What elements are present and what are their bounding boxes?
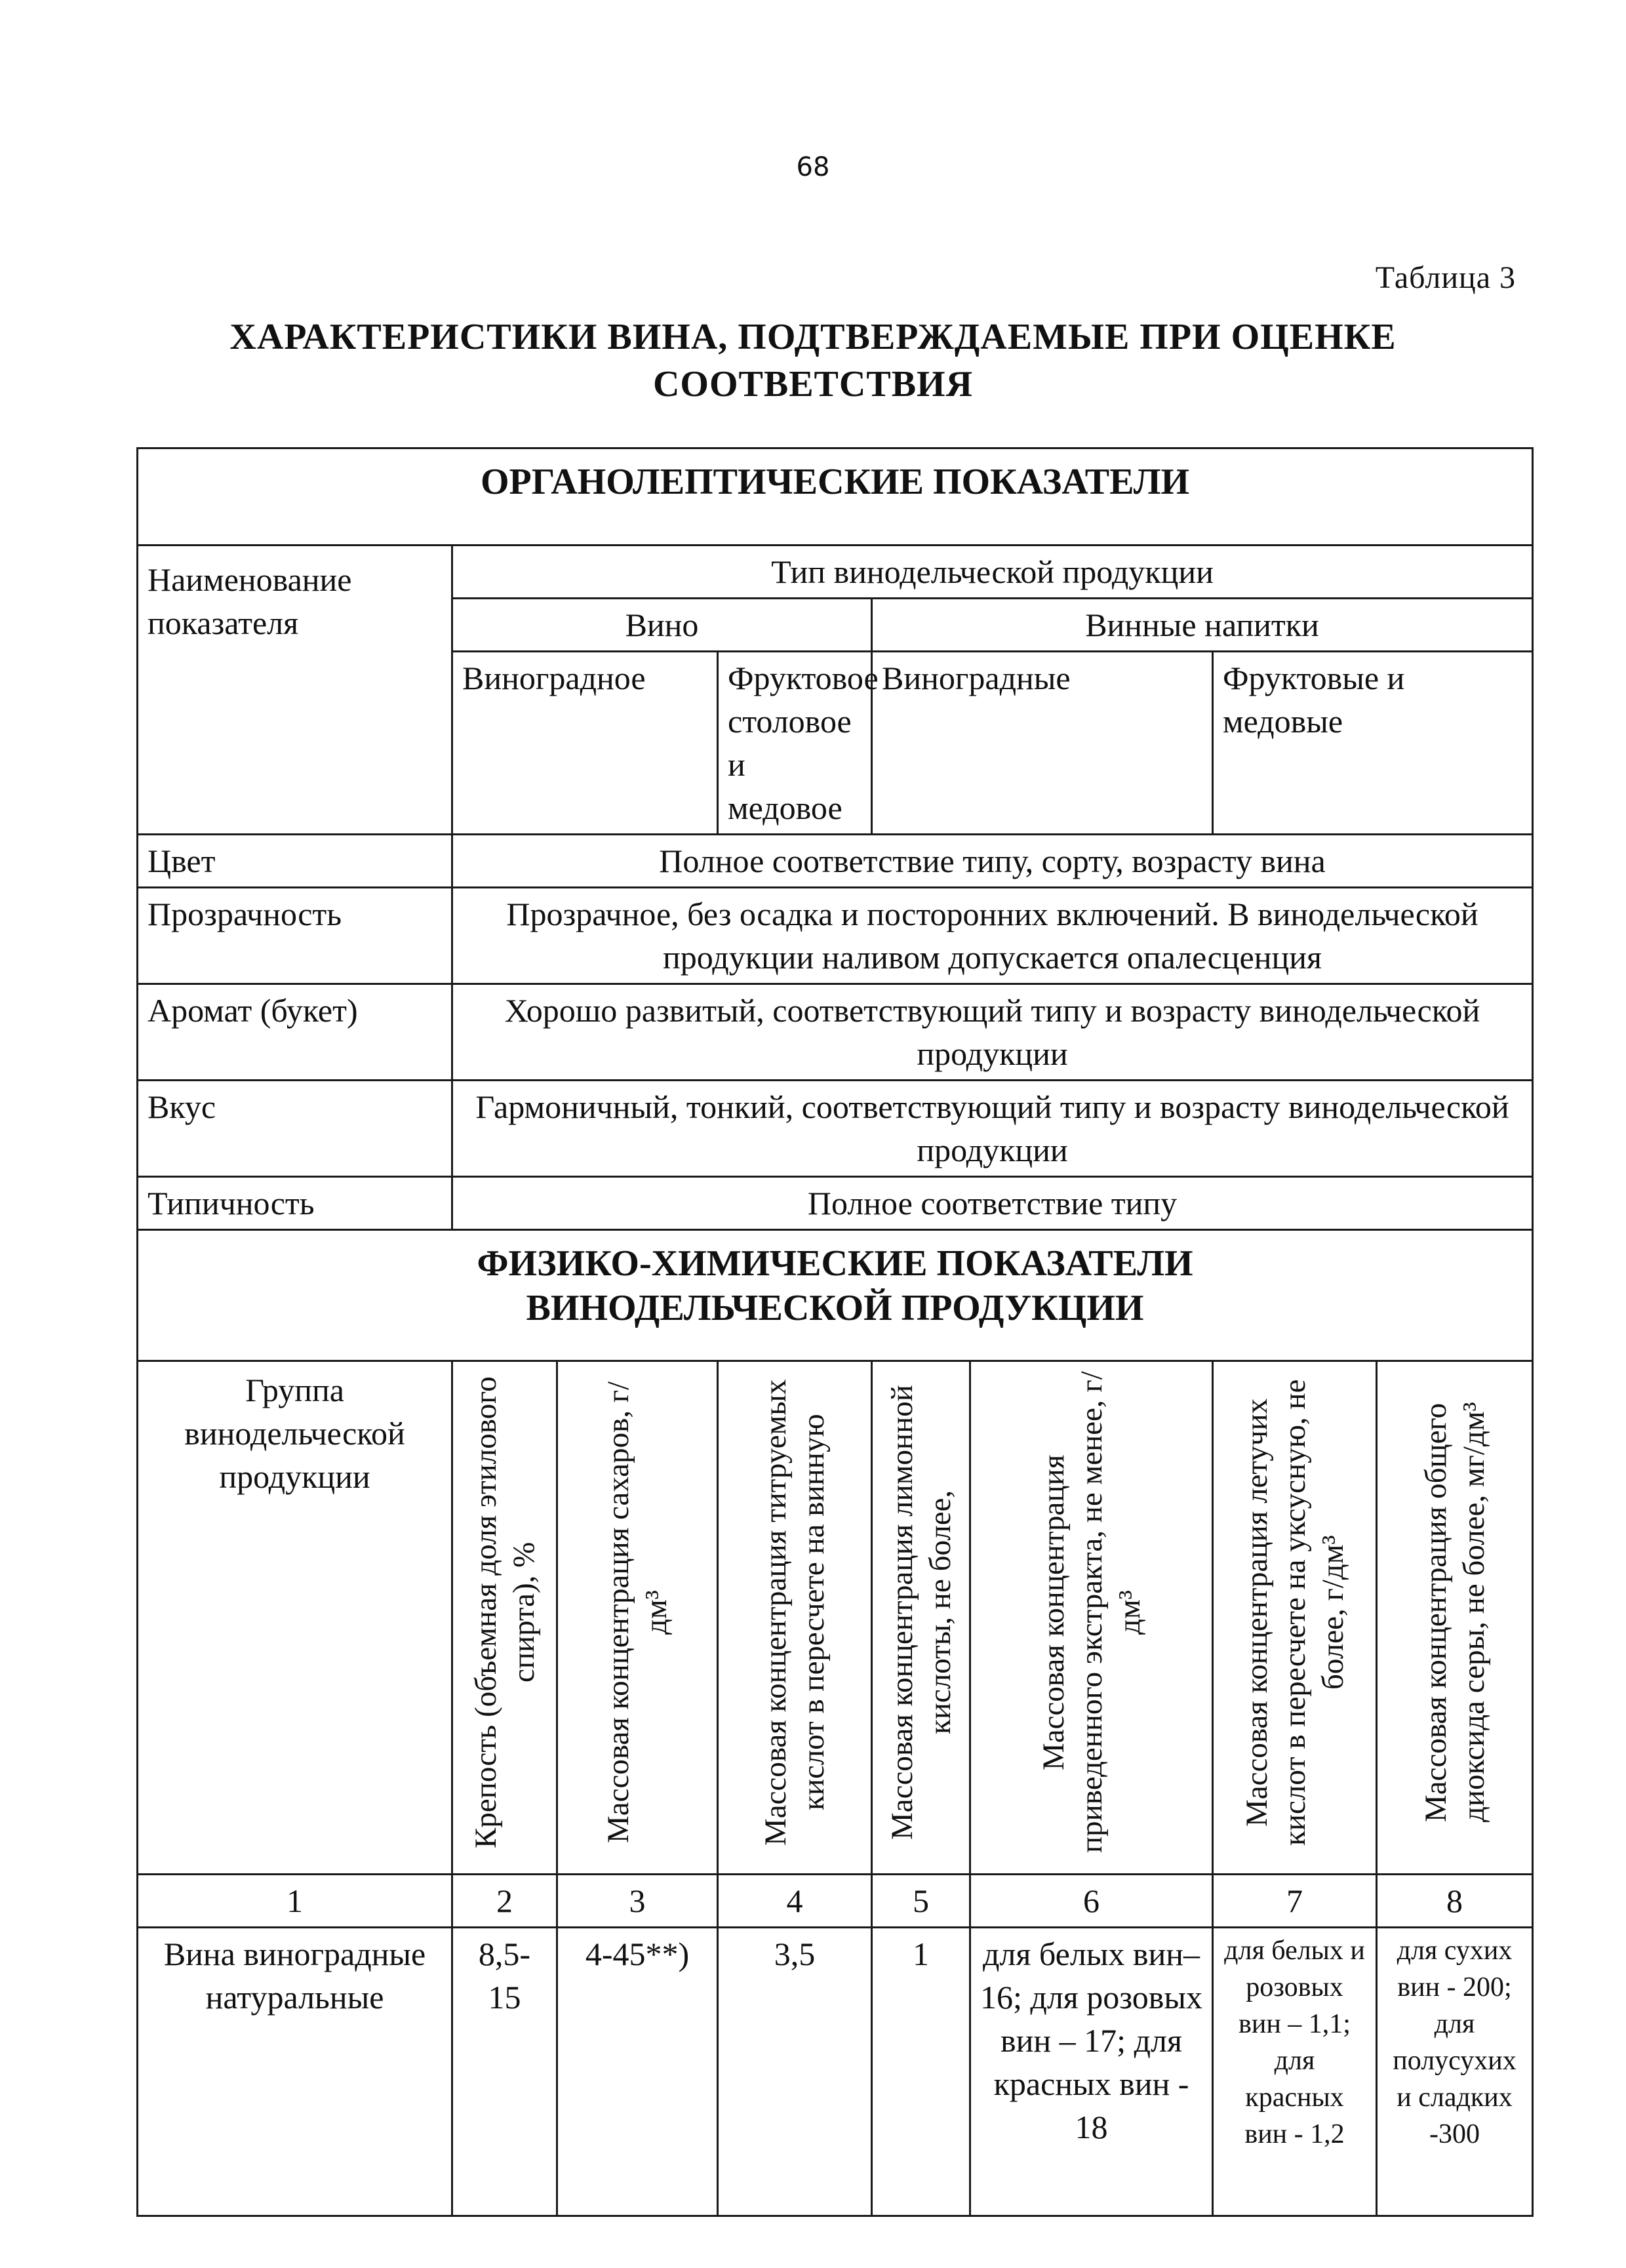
physchem-column-header-row [138, 1361, 1533, 1875]
column-number: 2 [452, 1875, 557, 1928]
organoleptic-header-row [138, 448, 1533, 546]
indicator-value: Прозрачное, без осадка и посторонних включений. В винодельческой продукции наливом допускается опалесценция [452, 888, 1533, 984]
type-header-row [138, 546, 1533, 599]
column-number: 7 [1213, 1875, 1377, 1928]
extract-header-cell [970, 1361, 1213, 1875]
strength-value: 8,5-15 [452, 1928, 557, 2216]
organoleptic-header: ОРГАНОЛЕПТИЧЕСКИЕ ПОКАЗАТЕЛИ [138, 448, 1533, 546]
physchem-header: ФИЗИКО-ХИМИЧЕСКИЕ ПОКАЗАТЕЛИ ВИНОДЕЛЬЧЕСКОЙ ПРОДУКЦИИ [138, 1230, 1533, 1361]
volatile-acids-value: для белых и розовых вин – 1,1; для красных вин - 1,2 [1213, 1928, 1377, 2216]
extract-value: для белых вин– 16; для розовых вин – 17; для красных вин - 18 [970, 1928, 1213, 2216]
indicator-name: Типичность [138, 1177, 452, 1230]
organoleptic-row [138, 835, 1533, 888]
sugar-header-cell [557, 1361, 718, 1875]
indicator-value: Полное соответствие типу [452, 1177, 1533, 1230]
page-number: 68 [796, 152, 830, 182]
fruit-drinks-header: Фруктовые и медовые [1213, 652, 1533, 835]
column-number-row [138, 1875, 1533, 1928]
strength-header-cell [452, 1361, 557, 1875]
organoleptic-row [138, 888, 1533, 984]
product-type-header: Тип винодельческой продукции [452, 546, 1533, 599]
sulfur-dioxide-header: Массовая концентрация общего диоксида серы, не более, мг/дм³ [1418, 1402, 1491, 1823]
indicator-name: Аромат (букет) [138, 984, 452, 1081]
column-number: 1 [138, 1875, 452, 1928]
physchem-header-row [138, 1230, 1533, 1361]
titratable-acids-value: 3,5 [718, 1928, 872, 2216]
wine-header: Вино [452, 599, 872, 652]
organoleptic-row [138, 1081, 1533, 1177]
title-line-1: ХАРАКТЕРИСТИКИ ВИНА, ПОДТВЕРЖДАЕМЫЕ ПРИ ОЦЕНКЕ [229, 317, 1397, 357]
indicator-name: Цвет [138, 835, 452, 888]
volatile-acids-header: Массовая концентрация летучих кислот в пересчете на уксусную, не более, г/дм³ [1239, 1379, 1350, 1846]
sugar-header: Массовая концентрация сахаров, г/дм³ [601, 1381, 673, 1844]
volatile-acids-header-cell [1213, 1361, 1377, 1875]
product-group-header: Группа винодельческой продукции [138, 1361, 452, 1875]
column-number: 6 [970, 1875, 1213, 1928]
product-group: Вина виноградные натуральные [138, 1928, 452, 2216]
citric-acid-header: Массовая концентрация лимонной кислоты, не более, [884, 1385, 957, 1840]
column-number: 8 [1377, 1875, 1533, 1928]
organoleptic-row [138, 984, 1533, 1081]
grape-wine-header: Виноградное [452, 652, 718, 835]
sulfur-dioxide-header-cell [1377, 1361, 1533, 1875]
indicator-value: Полное соответствие типу, сорту, возрасту вина [452, 835, 1533, 888]
indicator-name-header: Наименование показателя [138, 546, 452, 835]
citric-acid-header-cell [872, 1361, 970, 1875]
strength-header: Крепость (объемная доля этилового спирта), % [468, 1376, 541, 1848]
table-reference: Таблица 3 [1375, 260, 1516, 295]
sulfur-dioxide-value: для сухих вин - 200; для полусухих и сладких -300 [1377, 1928, 1533, 2216]
grape-drinks-header: Виноградные [872, 652, 1213, 835]
extract-header: Массовая концентрация приведенного экстракта, не менее, г/дм³ [1036, 1371, 1147, 1854]
column-number: 4 [718, 1875, 872, 1928]
wine-characteristics-table [136, 447, 1534, 2217]
indicator-value: Гармоничный, тонкий, соответствующий типу и возрасту винодельческой продукции [452, 1081, 1533, 1177]
titratable-acids-header-cell [718, 1361, 872, 1875]
title-line-2: СООТВЕТСТВИЯ [652, 364, 974, 405]
organoleptic-row [138, 1177, 1533, 1230]
indicator-value: Хорошо развитый, соответствующий типу и возрасту винодельческой продукции [452, 984, 1533, 1081]
document-title [157, 313, 1469, 408]
indicator-name: Прозрачность [138, 888, 452, 984]
sugar-value: 4-45**) [557, 1928, 718, 2216]
column-number: 3 [557, 1875, 718, 1928]
table-row [138, 1928, 1533, 2216]
column-number: 5 [872, 1875, 970, 1928]
titratable-acids-header: Массовая концентрация титруемых кислот в пересчете на винную [759, 1379, 831, 1846]
wine-drinks-header: Винные напитки [872, 599, 1533, 652]
indicator-name: Вкус [138, 1081, 452, 1177]
citric-acid-value: 1 [872, 1928, 970, 2216]
fruit-wine-header: Фруктовое столовое и медовое [718, 652, 872, 835]
